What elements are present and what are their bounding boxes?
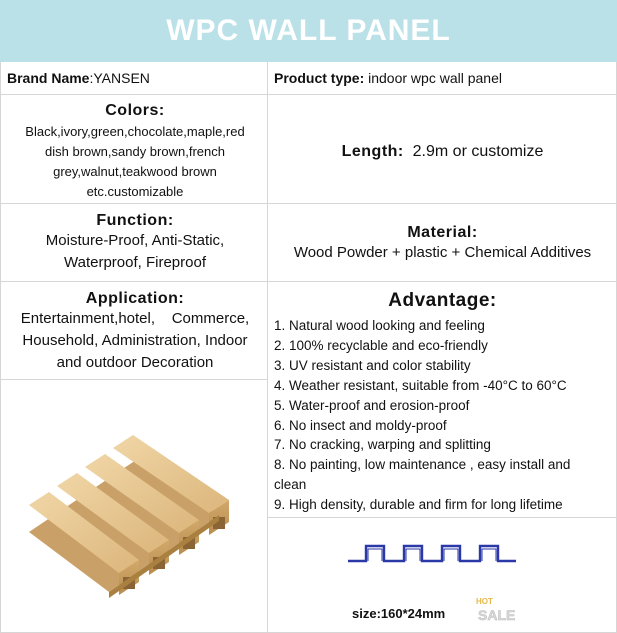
length-cell	[268, 95, 617, 204]
advantage-item: 9. High density, durable and firm for long lifetime	[274, 497, 563, 513]
application-cell	[0, 282, 268, 380]
advantage-item: 2. 100% recyclable and eco-friendly	[274, 337, 488, 353]
material-title: Material:	[407, 224, 478, 241]
spec-table	[0, 62, 617, 633]
advantage-item: clean	[274, 477, 307, 493]
colors-line: grey,walnut,teakwood brown	[53, 164, 217, 179]
advantage-item: 6. No insect and moldy-proof	[274, 417, 447, 433]
function-line: Waterproof, Fireproof	[64, 254, 206, 271]
product-type-label: Product type:	[274, 70, 365, 86]
application-line: Entertainment,hotel, Commerce,	[20, 310, 250, 327]
page-title: WPC WALL PANEL	[166, 14, 451, 47]
product-image-cell	[0, 380, 268, 633]
wall-panel-image	[19, 420, 249, 605]
material-cell	[268, 204, 617, 282]
advantage-cell	[268, 282, 617, 518]
application-line: Household, Administration, Indoor	[22, 332, 248, 349]
size-cell	[268, 518, 617, 633]
length-label: Length:	[341, 143, 404, 160]
advantage-list	[274, 316, 612, 515]
colors-line: etc.customizable	[86, 184, 184, 199]
badge-hot-text: HOT	[476, 597, 493, 606]
colors-line: dish brown,sandy brown,french	[45, 144, 225, 159]
advantage-title: Advantage:	[388, 290, 497, 311]
hot-sale-badge	[472, 594, 518, 628]
size-label: size:160*24mm	[352, 606, 446, 621]
material-value: Wood Powder + plastic + Chemical Additives	[293, 244, 592, 261]
function-title: Function:	[96, 212, 174, 229]
application-line: and outdoor Decoration	[56, 354, 214, 371]
advantage-item: 8. No painting, low maintenance , easy install and	[274, 457, 571, 473]
advantage-item: 7. No cracking, warping and splitting	[274, 437, 491, 453]
advantage-item: 1. Natural wood looking and feeling	[274, 318, 485, 333]
brand-value: :YANSEN	[89, 70, 150, 86]
advantage-item: 5. Water-proof and erosion-proof	[274, 397, 470, 413]
brand-cell	[0, 62, 268, 95]
brand-label: Brand Name	[7, 70, 90, 86]
length-value: 2.9m or customize	[403, 143, 544, 160]
colors-title: Colors:	[105, 102, 165, 119]
panel-profile-diagram	[346, 540, 518, 566]
advantage-item: 3. UV resistant and color stability	[274, 357, 471, 373]
badge-sale-text: SALE	[478, 607, 516, 623]
function-cell	[0, 204, 268, 282]
application-title: Application:	[85, 290, 185, 307]
colors-line: Black,ivory,green,chocolate,maple,red	[25, 124, 245, 139]
product-type-cell	[268, 62, 617, 95]
colors-cell	[0, 95, 268, 204]
product-type-value: indoor wpc wall panel	[364, 70, 502, 86]
function-line: Moisture-Proof, Anti-Static,	[45, 232, 225, 249]
advantage-item: 4. Weather resistant, suitable from -40°C to 60°C	[274, 377, 567, 393]
page-header	[0, 0, 617, 62]
